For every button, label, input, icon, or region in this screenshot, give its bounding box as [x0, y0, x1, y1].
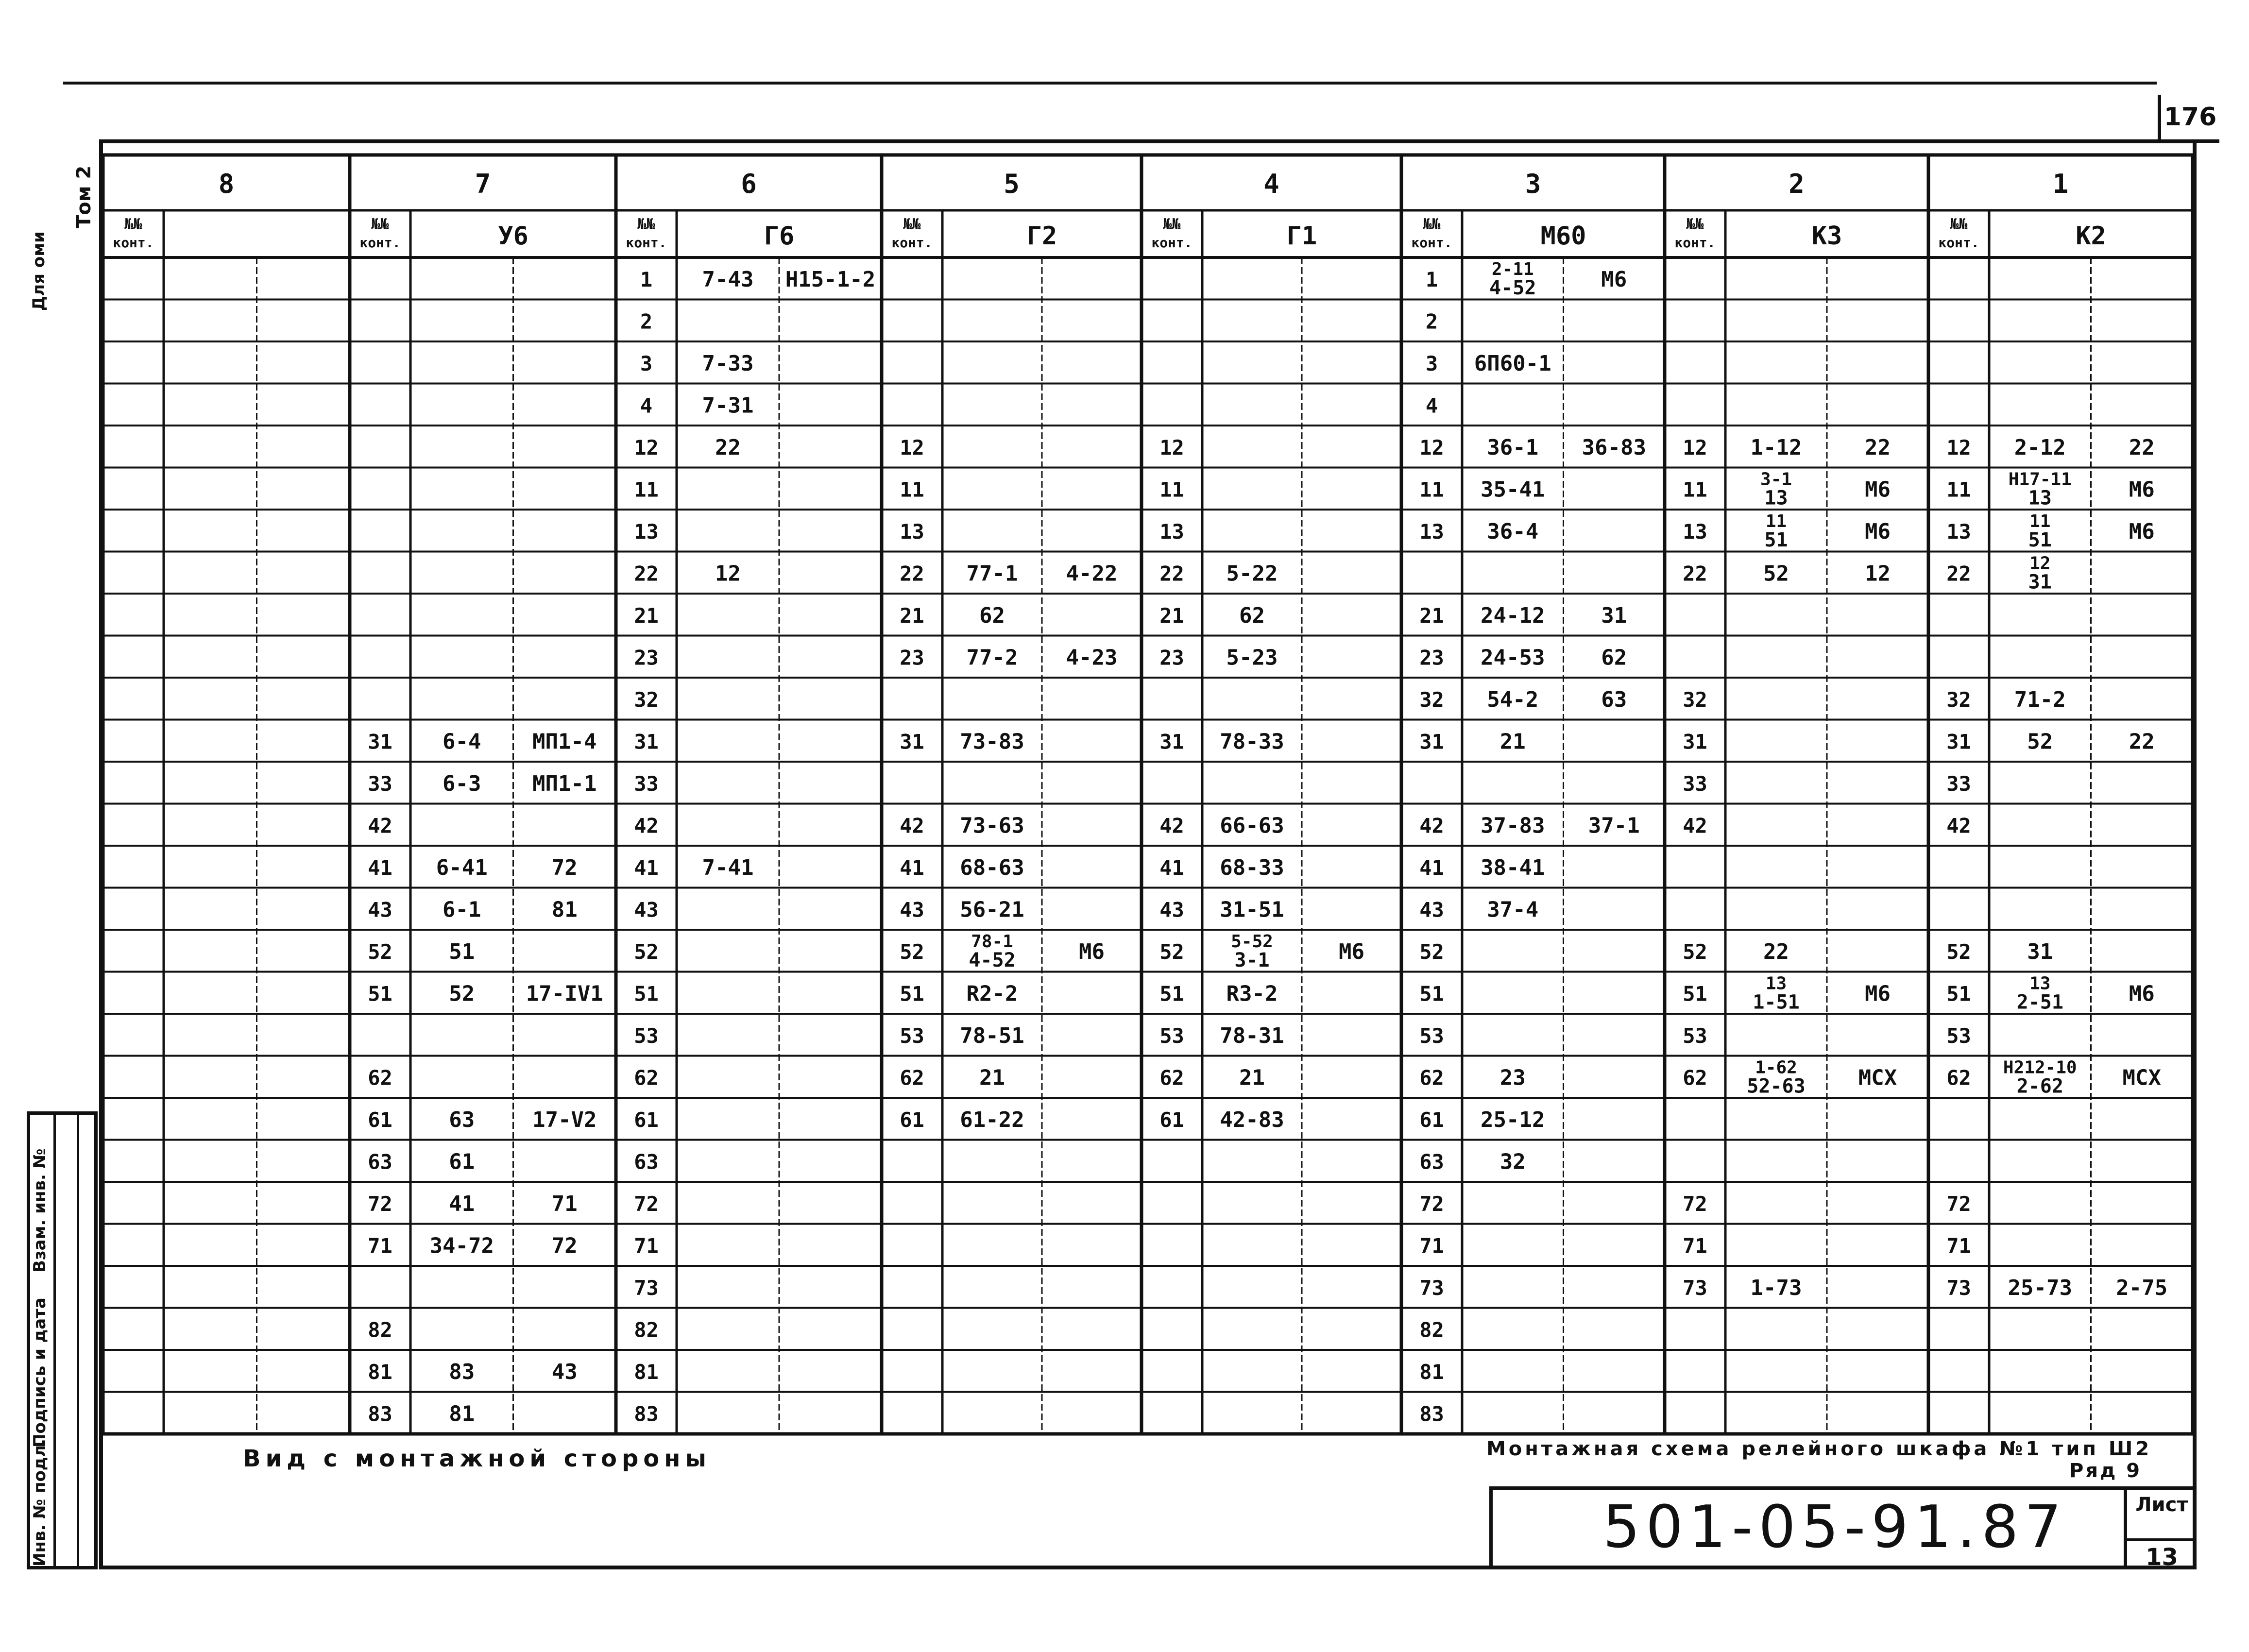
wire-cell: 78-33 [1220, 729, 1284, 754]
wire-cell: 62 [1239, 603, 1265, 628]
kont-cell: 51 [900, 982, 924, 1006]
wire-cell: 22 [2129, 435, 2155, 460]
kont-cell: 42 [1946, 814, 1971, 838]
wire-cell: 6-1 [443, 897, 481, 922]
kont-cell: 3 [640, 352, 653, 375]
wire-cell: 77-2 [966, 645, 1018, 670]
kont-header: конт. [359, 235, 401, 251]
kont-cell: 11 [1159, 477, 1184, 502]
wire-cell: 13 [1765, 973, 1787, 994]
kont-cell: 31 [1683, 730, 1707, 754]
kont-cell: 82 [1419, 1318, 1444, 1342]
kont-cell: 83 [368, 1402, 392, 1426]
kont-header: №№ [903, 216, 921, 233]
wire-cell: R3-2 [1226, 981, 1278, 1006]
kont-cell: 61 [1159, 1108, 1184, 1132]
kont-cell: 33 [368, 772, 392, 796]
margin-label-tom: Том 2 [73, 165, 95, 228]
kont-cell: 53 [1159, 1024, 1184, 1048]
wire-cell: 2-11 [1491, 259, 1534, 279]
group-number: 3 [1525, 169, 1541, 199]
wire-cell: 25-73 [2008, 1276, 2072, 1300]
kont-cell: 31 [634, 730, 659, 754]
kont-cell: 23 [634, 646, 659, 670]
kont-cell: 33 [1683, 772, 1707, 796]
kont-cell: 31 [1159, 730, 1184, 754]
group-name: Г6 [764, 221, 795, 251]
kont-cell: 83 [634, 1402, 659, 1426]
drawing-code: 501-05-91.87 [1603, 1494, 2067, 1561]
stamp-inv-podl: Инв. № подл. [30, 1438, 50, 1567]
wire-cell: 12 [2029, 553, 2051, 574]
wire-cell: Н15-1-2 [785, 267, 876, 292]
wire-cell: 22 [1865, 435, 1891, 460]
kont-cell: 41 [368, 856, 392, 880]
kont-cell: 4 [1425, 393, 1438, 418]
wire-cell: 6-4 [443, 729, 481, 754]
wire-cell: 24-53 [1481, 645, 1545, 670]
kont-cell: 61 [900, 1108, 924, 1132]
kont-cell: 71 [368, 1234, 392, 1258]
wire-cell: 4-23 [1066, 645, 1118, 670]
wire-cell: 1-51 [1753, 991, 1800, 1014]
wire-cell: 7-33 [702, 351, 754, 376]
kont-header: конт. [1411, 235, 1452, 251]
wire-cell: 6П60-1 [1474, 351, 1551, 376]
wire-cell: 21 [1499, 729, 1526, 754]
wire-cell: 4-52 [1489, 277, 1536, 299]
wire-cell: М6 [1601, 267, 1627, 292]
kont-cell: 63 [368, 1150, 392, 1174]
wire-cell: 73-63 [960, 813, 1024, 838]
wire-cell: 22 [1763, 939, 1789, 964]
kont-cell: 81 [1419, 1360, 1444, 1384]
kont-cell: 11 [900, 477, 924, 502]
kont-cell: 51 [1419, 982, 1444, 1006]
wire-cell: 31-51 [1220, 897, 1284, 922]
kont-cell: 32 [1946, 688, 1971, 712]
kont-cell: 43 [368, 898, 392, 922]
kont-cell: 21 [634, 604, 659, 628]
kont-cell: 13 [634, 520, 659, 544]
wire-cell: 81 [449, 1401, 475, 1427]
kont-cell: 12 [634, 436, 659, 460]
wire-cell: 32 [1499, 1149, 1526, 1175]
kont-cell: 1 [640, 268, 653, 291]
stamp-podpis: Подпись и дата [30, 1297, 50, 1448]
wire-cell: 71 [551, 1192, 578, 1216]
kont-cell: 61 [368, 1108, 392, 1132]
wire-cell: 68-33 [1220, 855, 1284, 880]
wire-cell: 78-51 [960, 1023, 1024, 1048]
wire-cell: 42-83 [1220, 1107, 1284, 1132]
kont-cell: 42 [1419, 814, 1444, 838]
wire-cell: 24-12 [1481, 603, 1545, 628]
kont-cell: 51 [634, 982, 659, 1006]
kont-cell: 81 [368, 1360, 392, 1384]
kont-cell: 13 [900, 520, 924, 544]
kont-cell: 23 [1159, 646, 1184, 670]
kont-cell: 11 [1683, 477, 1707, 502]
kont-cell: 72 [1946, 1192, 1971, 1216]
kont-cell: 53 [1419, 1024, 1444, 1048]
sheet-box [2124, 1486, 2197, 1569]
kont-cell: 71 [634, 1234, 659, 1258]
wire-cell: 36-83 [1582, 435, 1646, 460]
kont-header: №№ [124, 216, 142, 233]
kont-cell: 61 [634, 1108, 659, 1132]
group-number: 1 [2052, 169, 2069, 199]
group-number: 7 [475, 169, 491, 199]
kont-cell: 13 [1683, 520, 1707, 544]
kont-cell: 41 [900, 856, 924, 880]
kont-cell: 53 [900, 1024, 924, 1048]
wire-cell: 13 [2028, 487, 2052, 510]
kont-cell: 32 [1419, 688, 1444, 712]
wire-cell: 22 [715, 435, 741, 460]
wire-cell: 37-1 [1588, 813, 1640, 838]
kont-header: №№ [637, 216, 655, 233]
kont-cell: 72 [1683, 1192, 1707, 1216]
kont-cell: 2 [1425, 309, 1438, 334]
kont-cell: 72 [1419, 1192, 1444, 1216]
kont-cell: 51 [1946, 982, 1971, 1006]
group-number: 8 [218, 169, 235, 199]
wire-cell: 37-4 [1487, 897, 1539, 922]
kont-cell: 41 [1419, 856, 1444, 880]
kont-cell: 31 [1946, 730, 1971, 754]
wire-cell: 52 [449, 981, 475, 1006]
wire-cell: 56-21 [960, 897, 1024, 922]
wire-cell: 31 [2027, 939, 2053, 964]
wire-cell: 52 [1763, 561, 1789, 586]
kont-cell: 31 [900, 730, 924, 754]
kont-cell: 31 [1419, 730, 1444, 754]
group-name: У6 [498, 221, 528, 251]
kont-cell: 41 [1159, 856, 1184, 880]
wire-cell: 7-41 [702, 855, 754, 880]
wire-cell: 61 [449, 1149, 475, 1175]
kont-cell: 52 [1159, 940, 1184, 964]
group-name: К3 [1811, 221, 1842, 251]
wire-cell: 81 [551, 897, 578, 922]
kont-cell: 83 [1419, 1402, 1444, 1426]
wire-cell: 17-IV1 [526, 981, 603, 1006]
kont-cell: 21 [1159, 604, 1184, 628]
wire-cell: МСХ [1858, 1065, 1897, 1090]
kont-cell: 11 [634, 477, 659, 502]
kont-cell: 52 [368, 940, 392, 964]
wire-cell: 13 [1764, 487, 1788, 510]
sheet-number: 13 [2127, 1538, 2197, 1571]
wire-cell: 51 [2028, 529, 2052, 551]
kont-header: конт. [113, 235, 154, 251]
wire-cell: М6 [1079, 939, 1105, 964]
kont-cell: 82 [634, 1318, 659, 1342]
kont-header: конт. [1674, 235, 1716, 251]
wire-cell: 34-72 [429, 1233, 494, 1259]
row-label: Ряд 9 [2069, 1460, 2142, 1482]
kont-cell: 62 [1683, 1066, 1707, 1090]
kont-cell: 12 [900, 436, 924, 460]
sheet-label: Лист [2135, 1494, 2188, 1516]
wire-cell: 62 [1601, 645, 1627, 670]
kont-cell: 62 [634, 1066, 659, 1090]
wire-cell: 11 [2029, 511, 2051, 531]
wire-cell: 61-22 [960, 1107, 1024, 1132]
kont-header: №№ [1950, 216, 1968, 233]
wire-cell: 11 [1765, 511, 1787, 531]
kont-cell: 81 [634, 1360, 659, 1384]
group-name: Г2 [1026, 221, 1057, 251]
wire-cell: 54-2 [1487, 687, 1539, 712]
view-label: Вид с монтажной стороны [243, 1445, 711, 1472]
kont-cell: 1 [1425, 268, 1438, 291]
kont-header: №№ [1423, 216, 1441, 233]
wire-cell: 51 [1764, 529, 1788, 551]
wire-cell: 41 [449, 1192, 475, 1216]
wire-cell: 63 [449, 1107, 475, 1132]
wire-cell: 23 [1499, 1065, 1526, 1090]
wire-cell: 6-41 [436, 855, 488, 880]
kont-cell: 12 [1159, 436, 1184, 460]
wire-cell: 13 [2029, 973, 2051, 994]
kont-cell: 22 [900, 562, 924, 586]
kont-cell: 43 [634, 898, 659, 922]
kont-cell: 41 [634, 856, 659, 880]
wire-cell: 4-22 [1066, 561, 1118, 586]
group-number: 4 [1263, 169, 1279, 199]
wire-cell: 72 [551, 855, 578, 880]
kont-cell: 22 [634, 562, 659, 586]
wire-cell: 3-1 [1760, 469, 1792, 490]
kont-cell: 52 [1946, 940, 1971, 964]
kont-cell: 62 [1419, 1066, 1444, 1090]
kont-cell: 13 [1946, 520, 1971, 544]
wire-cell: 43 [551, 1360, 578, 1384]
wire-cell: 5-23 [1226, 645, 1278, 670]
group-name: Г1 [1286, 221, 1317, 251]
kont-cell: 13 [1159, 520, 1184, 544]
wire-cell: 4-52 [969, 949, 1016, 971]
wire-cell: 21 [979, 1065, 1005, 1090]
wire-cell: 77-1 [966, 561, 1018, 586]
kont-header: конт. [1938, 235, 1979, 251]
wire-cell: 2-62 [2016, 1075, 2063, 1098]
wire-cell: 12 [1865, 561, 1891, 586]
group-number: 5 [1004, 169, 1020, 199]
kont-cell: 73 [1419, 1276, 1444, 1300]
wire-cell: 25-12 [1481, 1107, 1545, 1132]
wire-cell: R2-2 [966, 981, 1018, 1006]
kont-cell: 51 [1683, 982, 1707, 1006]
kont-cell: 43 [1159, 898, 1184, 922]
kont-cell: 23 [900, 646, 924, 670]
wire-cell: 68-63 [960, 855, 1024, 880]
wire-cell: 78-1 [971, 932, 1013, 952]
wire-cell: Н17-11 [2008, 469, 2072, 490]
wire-cell: 31 [1601, 603, 1627, 628]
kont-cell: 43 [1419, 898, 1444, 922]
kont-cell: 62 [1159, 1066, 1184, 1090]
margin-label-left-top: Для оми [29, 231, 49, 311]
kont-cell: 33 [634, 772, 659, 796]
wire-cell: 62 [979, 603, 1005, 628]
wire-cell: 1-73 [1750, 1276, 1802, 1300]
kont-cell: 11 [1946, 477, 1971, 502]
wire-cell: 73-83 [960, 729, 1024, 754]
wire-cell: 7-31 [702, 393, 754, 418]
kont-cell: 62 [900, 1066, 924, 1090]
wire-cell: 52-63 [1747, 1075, 1806, 1098]
kont-cell: 42 [1159, 814, 1184, 838]
wire-cell: МСХ [2122, 1065, 2161, 1090]
wire-cell: 36-4 [1487, 519, 1539, 544]
wire-cell: 36-1 [1487, 435, 1539, 460]
wire-cell: Н212-10 [2003, 1057, 2077, 1078]
kont-header: конт. [626, 235, 667, 251]
wire-cell: 21 [1239, 1065, 1265, 1090]
kont-header: №№ [1686, 216, 1704, 233]
drawing-title: Монтажная схема релейного шкафа №1 тип Ш2 [1486, 1438, 2152, 1460]
kont-cell: 53 [1683, 1024, 1707, 1048]
wire-cell: 63 [1601, 687, 1627, 712]
group-number: 6 [741, 169, 757, 199]
kont-cell: 52 [900, 940, 924, 964]
kont-cell: 32 [1683, 688, 1707, 712]
kont-cell: 73 [1946, 1276, 1971, 1300]
wire-cell: 37-83 [1481, 813, 1545, 838]
wire-cell: 3-1 [1234, 949, 1270, 971]
kont-cell: 53 [1946, 1024, 1971, 1048]
kont-cell: 73 [634, 1276, 659, 1300]
wire-cell: 31 [2028, 571, 2052, 594]
kont-cell: 71 [1419, 1234, 1444, 1258]
wire-cell: 6-3 [443, 771, 481, 796]
wire-cell: 66-63 [1220, 813, 1284, 838]
wire-cell: 83 [449, 1360, 475, 1384]
wire-cell: 22 [2129, 729, 2155, 754]
wire-cell: М6 [2129, 981, 2155, 1006]
kont-cell: 72 [368, 1192, 392, 1216]
kont-cell: 61 [1419, 1108, 1444, 1132]
kont-cell: 3 [1425, 352, 1438, 375]
wire-cell: 51 [449, 939, 475, 964]
kont-cell: 62 [1946, 1066, 1971, 1090]
wire-cell: 5-22 [1226, 561, 1278, 586]
wire-cell: 78-31 [1220, 1023, 1284, 1048]
kont-cell: 21 [900, 604, 924, 628]
wire-cell: МП1-1 [532, 771, 597, 796]
group-name: К2 [2076, 221, 2106, 251]
kont-cell: 42 [1683, 814, 1707, 838]
kont-cell: 71 [1683, 1234, 1707, 1258]
group-name: М60 [1540, 221, 1586, 251]
kont-cell: 13 [1419, 520, 1444, 544]
kont-cell: 23 [1419, 646, 1444, 670]
wire-cell: 72 [551, 1233, 578, 1259]
wire-cell: 1-62 [1755, 1057, 1797, 1078]
wire-cell: М6 [2129, 519, 2155, 544]
stamp-vzam: Взам. инв. № [30, 1148, 50, 1273]
kont-cell: 51 [1159, 982, 1184, 1006]
kont-cell: 71 [1946, 1234, 1971, 1258]
kont-header: конт. [891, 235, 933, 251]
wire-cell: М6 [1865, 477, 1891, 502]
kont-cell: 52 [1419, 940, 1444, 964]
kont-cell: 72 [634, 1192, 659, 1216]
kont-cell: 42 [900, 814, 924, 838]
kont-cell: 12 [1419, 436, 1444, 460]
kont-header: конт. [1151, 235, 1193, 251]
wire-cell: М6 [1339, 939, 1364, 964]
kont-cell: 62 [368, 1066, 392, 1090]
wire-cell: М6 [1865, 981, 1891, 1006]
kont-cell: 2 [640, 309, 653, 334]
group-number: 2 [1789, 169, 1805, 199]
wire-cell: 12 [715, 561, 741, 586]
kont-cell: 21 [1419, 604, 1444, 628]
kont-cell: 63 [634, 1150, 659, 1174]
wire-cell: 52 [2027, 729, 2053, 754]
wire-cell: МП1-4 [532, 729, 597, 754]
wire-cell: М6 [1865, 519, 1891, 544]
kont-cell: 33 [1946, 772, 1971, 796]
wire-cell: 2-75 [2116, 1276, 2168, 1300]
kont-header: №№ [1163, 216, 1181, 233]
kont-cell: 52 [634, 940, 659, 964]
kont-cell: 12 [1683, 436, 1707, 460]
kont-cell: 63 [1419, 1150, 1444, 1174]
kont-cell: 11 [1419, 477, 1444, 502]
kont-cell: 22 [1159, 562, 1184, 586]
wire-cell: 17-V2 [532, 1107, 597, 1132]
kont-cell: 22 [1683, 562, 1707, 586]
kont-cell: 31 [368, 730, 392, 754]
kont-cell: 32 [634, 688, 659, 712]
wire-cell: 2-51 [2016, 991, 2063, 1014]
wire-cell: 5-52 [1231, 932, 1273, 952]
kont-cell: 43 [900, 898, 924, 922]
kont-cell: 73 [1683, 1276, 1707, 1300]
kont-cell: 22 [1946, 562, 1971, 586]
kont-cell: 42 [368, 814, 392, 838]
wire-cell: М6 [2129, 477, 2155, 502]
wire-cell: 7-43 [702, 267, 754, 292]
kont-cell: 82 [368, 1318, 392, 1342]
wire-cell: 71-2 [2014, 687, 2066, 712]
kont-cell: 12 [1946, 436, 1971, 460]
kont-cell: 4 [640, 393, 653, 418]
kont-cell: 42 [634, 814, 659, 838]
wire-cell: 38-41 [1481, 855, 1545, 880]
wire-cell: 2-12 [2014, 435, 2066, 460]
page-number: 176 [2158, 95, 2219, 143]
wire-cell: 1-12 [1750, 435, 1802, 460]
kont-header: №№ [371, 216, 389, 233]
kont-cell: 51 [368, 982, 392, 1006]
kont-cell: 53 [634, 1024, 659, 1048]
kont-cell: 52 [1683, 940, 1707, 964]
wire-cell: 35-41 [1481, 477, 1545, 502]
